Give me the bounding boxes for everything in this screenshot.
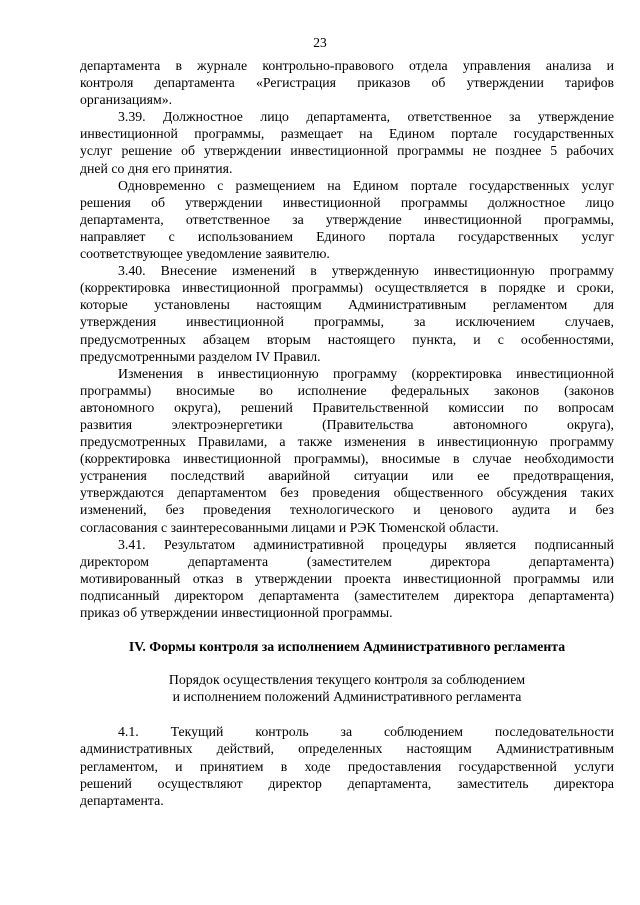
text-line: программы) вносимые во исполнение федеральных законов (законов: [80, 382, 614, 398]
text-line: инвестиционной программы, размещает на Едином портале государственных: [80, 126, 614, 142]
text-line: 3.40. Внесение изменений в утвержденную инвестиционную программу: [118, 263, 614, 279]
text-line: развития электроэнергетики (Правительства автономного округа),: [80, 416, 614, 432]
text-line: соответствующее уведомление заявителю.: [80, 246, 330, 262]
text-line: изменений, без проведения технологического и ценового аудита и без: [80, 502, 614, 518]
text-line: контроля департамента «Регистрация приказов об утверждении тарифов: [80, 75, 614, 91]
text-line: предусмотренных абзацем вторым настоящего пункта, и с особенностями,: [80, 331, 614, 347]
text-line: департамента, ответственное за утверждение инвестиционной программы,: [80, 211, 614, 227]
text-line: (корректировка инвестиционной программы), вносимые в случае необходимости: [80, 451, 614, 467]
text-line: предусмотренных Правилами, а также изменения в инвестиционную программу: [80, 434, 614, 450]
spacer: [80, 705, 614, 723]
text-line: департамента.: [80, 792, 164, 808]
text-line: которые установлены настоящим Административным регламентом для: [80, 297, 614, 313]
paragraph-3-40: [80, 262, 614, 365]
text-line: утверждения инвестиционной программы, за исключением случаев,: [80, 314, 614, 330]
text-line: регламентом, и принятием в ходе предоставления государственной услуги: [80, 758, 614, 774]
paragraph-p0: [80, 57, 614, 108]
subsection-heading-line: и исполнением положений Административного регламента: [172, 689, 522, 705]
text-line: организациям».: [80, 92, 173, 108]
text-line: 4.1. Текущий контроль за соблюдением последовательности: [118, 724, 614, 740]
text-line: дней со дня его принятия.: [80, 160, 233, 176]
subsection-heading-line: Порядок осуществления текущего контроля за соблюдением: [168, 672, 526, 688]
spacer: [80, 655, 614, 671]
text-line: направляет с использованием Единого портала государственных услуг: [80, 228, 614, 244]
text-line: Изменения в инвестиционную программу (корректировка инвестиционной: [118, 365, 614, 381]
text-line: подписанный директором департамента (заместителем директора департамента): [80, 587, 614, 603]
paragraph-4-1: [80, 723, 614, 808]
paragraph-program-changes: [80, 365, 614, 536]
text-line: устранения последствий аварийной ситуации или ее предотвращения,: [80, 468, 614, 484]
text-line: приказ об утверждении инвестиционной программы.: [80, 605, 393, 620]
section-heading: IV. Формы контроля за исполнением Административного регламента: [128, 639, 566, 655]
text-line: 3.39. Должностное лицо департамента, ответственное за утверждение: [118, 109, 614, 125]
text-line: 3.41. Результатом административной процедуры является подписанный: [118, 536, 614, 552]
text-line: автономного округа), решений Правительственной комиссии по вопросам: [80, 399, 614, 415]
text-line: мотивированный отказ в утверждении проекта инвестиционной программы или: [80, 570, 614, 586]
text-line: согласования с заинтересованными лицами и РЭК Тюменской области.: [80, 519, 499, 535]
paragraph-3-39: [80, 108, 614, 176]
text-line: департамента в журнале контрольно-правового отдела управления анализа и: [80, 58, 614, 73]
text-line: директором департамента (заместителем директора департамента): [80, 553, 614, 569]
text-line: административных действий, определенных настоящим Административным: [80, 741, 614, 757]
text-line: решений осуществляют директор департамента, заместитель директора: [80, 775, 614, 791]
text-line: решения об утверждении инвестиционной программы должностное лицо: [80, 194, 614, 210]
text-line: предусмотренными разделом IV Правил.: [80, 348, 321, 364]
text-line: утверждаются департаментом без проведения общественного обсуждения таких: [80, 485, 614, 501]
paragraph-simultaneous-publication: [80, 177, 614, 262]
text-line: (корректировка инвестиционной программы) осуществляется в порядке и сроки,: [80, 280, 614, 296]
spacer: [80, 621, 614, 638]
paragraph-3-41: [80, 536, 614, 621]
page-number: 23: [313, 35, 327, 50]
document-body: [80, 57, 614, 809]
text-line: Одновременно с размещением на Едином портале государственных услуг: [118, 177, 614, 193]
text-line: услуг решение об утверждении инвестиционной программы не позднее 5 рабочих: [80, 143, 614, 159]
subsection-heading: [80, 671, 614, 705]
